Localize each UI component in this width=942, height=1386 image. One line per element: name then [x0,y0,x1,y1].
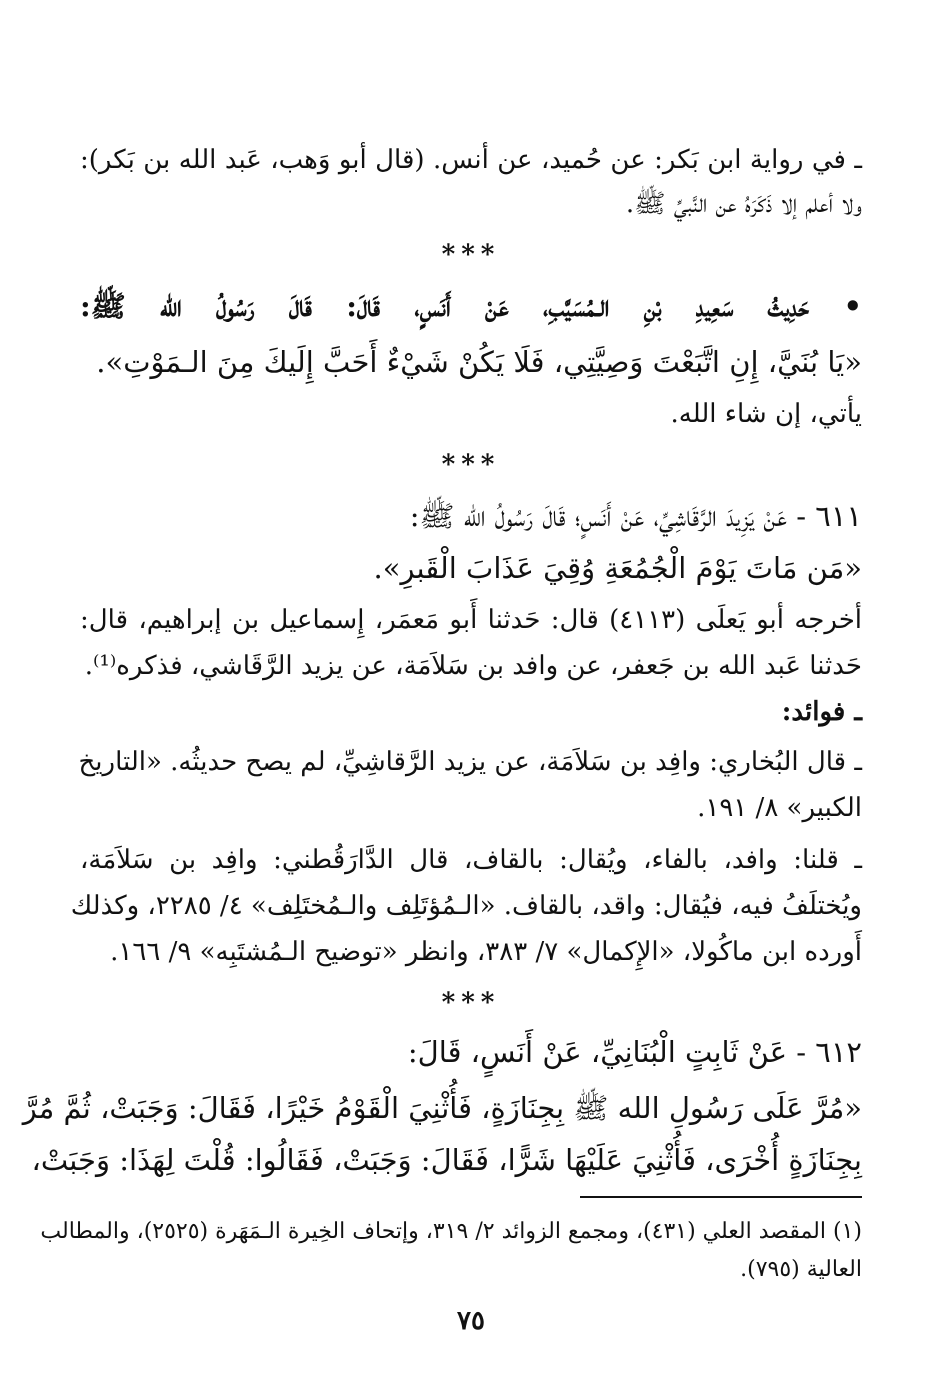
hadith-heading: ٦١٢ - عَنْ ثَابِتٍ الْبُنَانِيِّ، عَنْ أَنَسٍ، قَالَ: [407,1035,862,1069]
hadith-text: بِجِنَازَةٍ أُخْرَى، فَأُثْنِيَ عَلَيْهَا شَرًّا، فَقَالَ: وَجَبَتْ، فَقَالُوا: قُلْتَ لِهَذَا: وَجَبَتْ، [31,1143,862,1177]
section-separator: *** [441,988,501,1018]
hadith-heading: ٦١١ - عَنْ يَزِيدَ الرَّقَاشِيِّ، عَنْ أَنَسٍ؛ قَالَ رَسُولُ الله ﷺ: [409,499,862,533]
footnote-line: (١) المقصد العلي (٤٣١)، ومجمع الزوائد ٢/ ٣١٩، وإتحاف الخِيرة الـمَهَرة (٢٥٢٥)، والمطالب [40,1219,862,1244]
section-separator: *** [441,240,501,270]
paragraph-line: ـ قلنا: وافد، بالفاء، ويُقال: بالقاف، قال الدَّارَقُطني: وافِد بن سَلاَمَة، [80,845,862,875]
section-separator: *** [441,450,501,480]
hadith-text: «مُرَّ عَلَى رَسُولِ الله ﷺ بِجِنَازَةٍ، فَأُثْنِيَ الْقَوْمُ خَيْرًا، فَقَالَ: وَجَبَتْ، ثُمَّ مُرَّ [22,1091,862,1125]
footnote-line: العالية (٧٩٥). [740,1257,862,1282]
paragraph-line: الكبير» ٨/ ١٩١. [697,793,862,823]
paragraph-line: أَورده ابن ماكُولا، «الإِكمال» ٧/ ٣٨٣، وانظر «توضيح الـمُشتَبِه» ٩/ ١٦٦. [110,937,862,967]
section-label: ـ فوائد: [781,697,862,727]
page-number: ٧٥ [457,1306,485,1336]
paragraph-line: ويُختلَفُ فيه، فيُقال: واقد، بالقاف. «الـمُؤتَلِف والـمُختَلِف» ٤/ ٢٢٨٥، وكذلك [70,891,862,921]
paragraph-line: أخرجه أبو يَعلَى (٤١١٣) قال: حَدثنا أَبو مَعمَر، إِسماعيل بن إبراهيم، قال: [80,605,862,635]
paragraph-line: حَدثنا عَبد الله بن جَعفر، عن وافد بن سَلاَمَة، عن يزيد الرَّقَاشي، فذكره⁽¹⁾. [84,651,862,681]
footnote-divider [580,1196,862,1198]
paragraph-line: ولا أعلم إلا ذَكَرَهُ عن النَّبيِّ ﷺ. [625,189,862,219]
paragraph-line: ـ قال البُخاري: وافِد بن سَلاَمَة، عن يزيد الرَّقاشِيِّ، لم يصح حديثُه. «التاريخ [78,747,862,777]
paragraph-line: يأتي، إن شاء الله. [670,399,862,429]
hadith-text: «يَا بُنَيَّ، إِنِ اتَّبَعْتَ وَصِيَّتِي، فَلَا يَكُنْ شَيْءٌ أَحَبَّ إِلَيكَ مِنَ الـمَوْتِ». [96,345,862,379]
paragraph-line: ـ في رواية ابن بَكر: عن حُميد، عن أنس. (قال أبو وَهب، عَبد الله بن بَكر): [80,145,862,175]
hadith-heading: • حَدِيثُ سَعِيدِ بْنِ الـمُسَيَّبِ، عَنْ أَنَسٍ، قَالَ: قَالَ رَسُولُ الله ﷺ: [80,289,862,323]
hadith-text: «مَن مَاتَ يَوْمَ الْجُمُعَةِ وُقِيَ عَذَابَ الْقَبرِ». [373,551,862,585]
